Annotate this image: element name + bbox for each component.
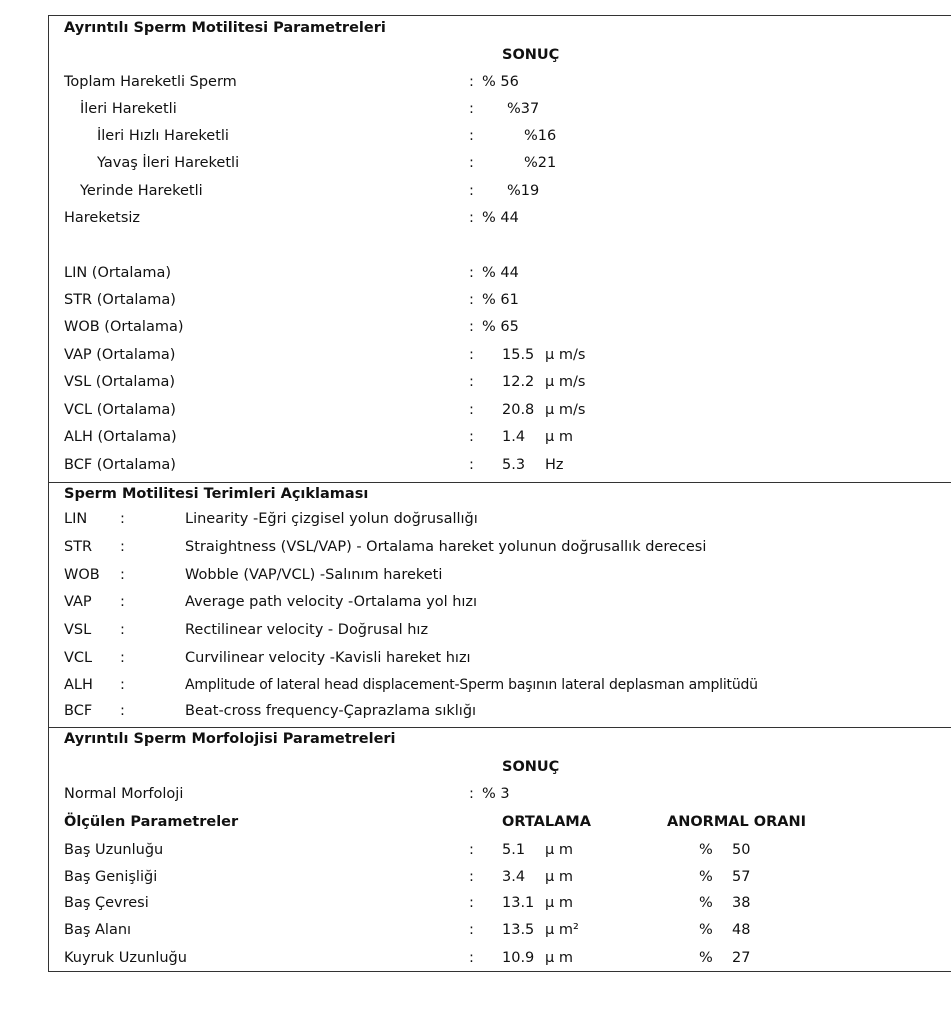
motility-value: %37 (507, 101, 540, 117)
morph-pct-sign: % (699, 950, 713, 966)
separator: : (469, 183, 474, 199)
kinematic-unit: μ m/s (545, 374, 586, 390)
motility-label: İleri Hızlı Hareketli (97, 128, 229, 144)
separator: : (469, 155, 474, 171)
term-abbr: STR (64, 539, 93, 555)
term-desc: Rectilinear velocity - Doğrusal hız (185, 622, 429, 638)
average-header: ORTALAMA (502, 814, 591, 830)
normal-morphology-value: % 3 (482, 786, 510, 802)
term-abbr: VSL (64, 622, 92, 638)
kinematic-unit: μ m/s (545, 347, 586, 363)
term-desc: Linearity -Eğri çizgisel yolun doğrusallığı (185, 511, 478, 527)
term-abbr: LIN (64, 511, 88, 527)
morph-pct-sign: % (699, 922, 713, 938)
morph-pct-sign: % (699, 842, 713, 858)
morph-abnormal: 38 (732, 895, 751, 911)
morph-unit: μ m (545, 869, 573, 885)
separator: : (469, 457, 474, 473)
morph-label: Kuyruk Uzunluğu (64, 950, 187, 966)
motility-value: % 56 (482, 74, 519, 90)
term-desc: Average path velocity -Ortalama yol hızı (185, 594, 478, 610)
term-desc: Curvilinear velocity -Kavisli hareket hızı (185, 650, 471, 666)
morph-pct-sign: % (699, 895, 713, 911)
separator: : (120, 594, 125, 610)
separator: : (469, 374, 474, 390)
result-header: SONUÇ (502, 759, 560, 775)
separator: : (469, 210, 474, 226)
morphology-title: Ayrıntılı Sperm Morfolojisi Parametreleri (64, 731, 396, 747)
term-desc: Amplitude of lateral head displacement-Sperm başının lateral deplasman amplitüdü (185, 677, 758, 693)
kinematic-label: STR (Ortalama) (64, 292, 176, 308)
morph-value: 10.9 (502, 950, 535, 966)
normal-morphology-label: Normal Morfoloji (64, 786, 184, 802)
separator: : (120, 511, 125, 527)
term-abbr: ALH (64, 677, 93, 693)
morph-value: 13.5 (502, 922, 535, 938)
morph-abnormal: 48 (732, 922, 751, 938)
kinematic-value: 20.8 (502, 402, 535, 418)
term-desc: Wobble (VAP/VCL) -Salınım hareketi (185, 567, 443, 583)
motility-label: Yerinde Hareketli (80, 183, 203, 199)
kinematic-label: BCF (Ortalama) (64, 457, 176, 473)
separator: : (120, 703, 125, 719)
separator: : (469, 922, 474, 938)
separator: : (469, 429, 474, 445)
morph-label: Baş Genişliği (64, 869, 158, 885)
kinematic-unit: μ m/s (545, 402, 586, 418)
morph-abnormal: 27 (732, 950, 751, 966)
separator: : (469, 319, 474, 335)
separator: : (469, 101, 474, 117)
kinematic-value: 1.4 (502, 429, 526, 445)
morph-unit: μ m (545, 842, 573, 858)
morph-label: Baş Uzunluğu (64, 842, 164, 858)
morph-abnormal: 57 (732, 869, 751, 885)
term-desc: Beat-cross frequency-Çaprazlama sıklığı (185, 703, 477, 719)
morph-unit: μ m² (545, 922, 579, 938)
morph-value: 5.1 (502, 842, 526, 858)
morph-label: Baş Çevresi (64, 895, 149, 911)
section-divider (48, 727, 951, 728)
morph-unit: μ m (545, 895, 573, 911)
morph-value: 13.1 (502, 895, 535, 911)
motility-value: %21 (524, 155, 557, 171)
separator: : (120, 567, 125, 583)
separator: : (469, 128, 474, 144)
motility-label: İleri Hareketli (80, 101, 177, 117)
result-header: SONUÇ (502, 47, 560, 63)
separator: : (469, 347, 474, 363)
term-abbr: VCL (64, 650, 93, 666)
kinematic-label: VCL (Ortalama) (64, 402, 176, 418)
term-abbr: VAP (64, 594, 92, 610)
term-abbr: BCF (64, 703, 93, 719)
kinematic-label: ALH (Ortalama) (64, 429, 177, 445)
morph-label: Baş Alanı (64, 922, 132, 938)
abnormal-rate-header: ANORMAL ORANI (667, 814, 807, 830)
kinematic-label: VAP (Ortalama) (64, 347, 176, 363)
term-abbr: WOB (64, 567, 100, 583)
separator: : (469, 265, 474, 281)
morph-value: 3.4 (502, 869, 526, 885)
kinematic-value: % 44 (482, 265, 519, 281)
kinematic-unit: μ m (545, 429, 573, 445)
kinematic-label: LIN (Ortalama) (64, 265, 171, 281)
motility-value: %19 (507, 183, 540, 199)
separator: : (120, 677, 125, 693)
separator: : (469, 895, 474, 911)
separator: : (469, 786, 474, 802)
morph-abnormal: 50 (732, 842, 751, 858)
separator: : (469, 869, 474, 885)
separator: : (120, 650, 125, 666)
morph-unit: μ m (545, 950, 573, 966)
separator: : (469, 74, 474, 90)
kinematic-value: 15.5 (502, 347, 535, 363)
kinematic-value: 5.3 (502, 457, 526, 473)
kinematic-label: WOB (Ortalama) (64, 319, 184, 335)
motility-label: Hareketsiz (64, 210, 141, 226)
term-desc: Straightness (VSL/VAP) - Ortalama hareket yolunun doğrusallık derecesi (185, 539, 707, 555)
morph-pct-sign: % (699, 869, 713, 885)
separator: : (469, 292, 474, 308)
motility-label: Yavaş İleri Hareketli (97, 155, 240, 171)
kinematic-label: VSL (Ortalama) (64, 374, 175, 390)
separator: : (469, 950, 474, 966)
motility-label: Toplam Hareketli Sperm (64, 74, 237, 90)
separator: : (469, 842, 474, 858)
separator: : (120, 539, 125, 555)
measured-params-header: Ölçülen Parametreler (64, 814, 239, 830)
separator: : (120, 622, 125, 638)
kinematic-value: % 61 (482, 292, 519, 308)
separator: : (469, 402, 474, 418)
motility-value: %16 (524, 128, 557, 144)
motility-value: % 44 (482, 210, 519, 226)
kinematic-value: 12.2 (502, 374, 535, 390)
section-divider (48, 482, 951, 483)
kinematic-unit: Hz (545, 457, 564, 473)
terms-title: Sperm Motilitesi Terimleri Açıklaması (64, 486, 369, 502)
kinematic-value: % 65 (482, 319, 519, 335)
motility-title: Ayrıntılı Sperm Motilitesi Parametreleri (64, 20, 386, 36)
